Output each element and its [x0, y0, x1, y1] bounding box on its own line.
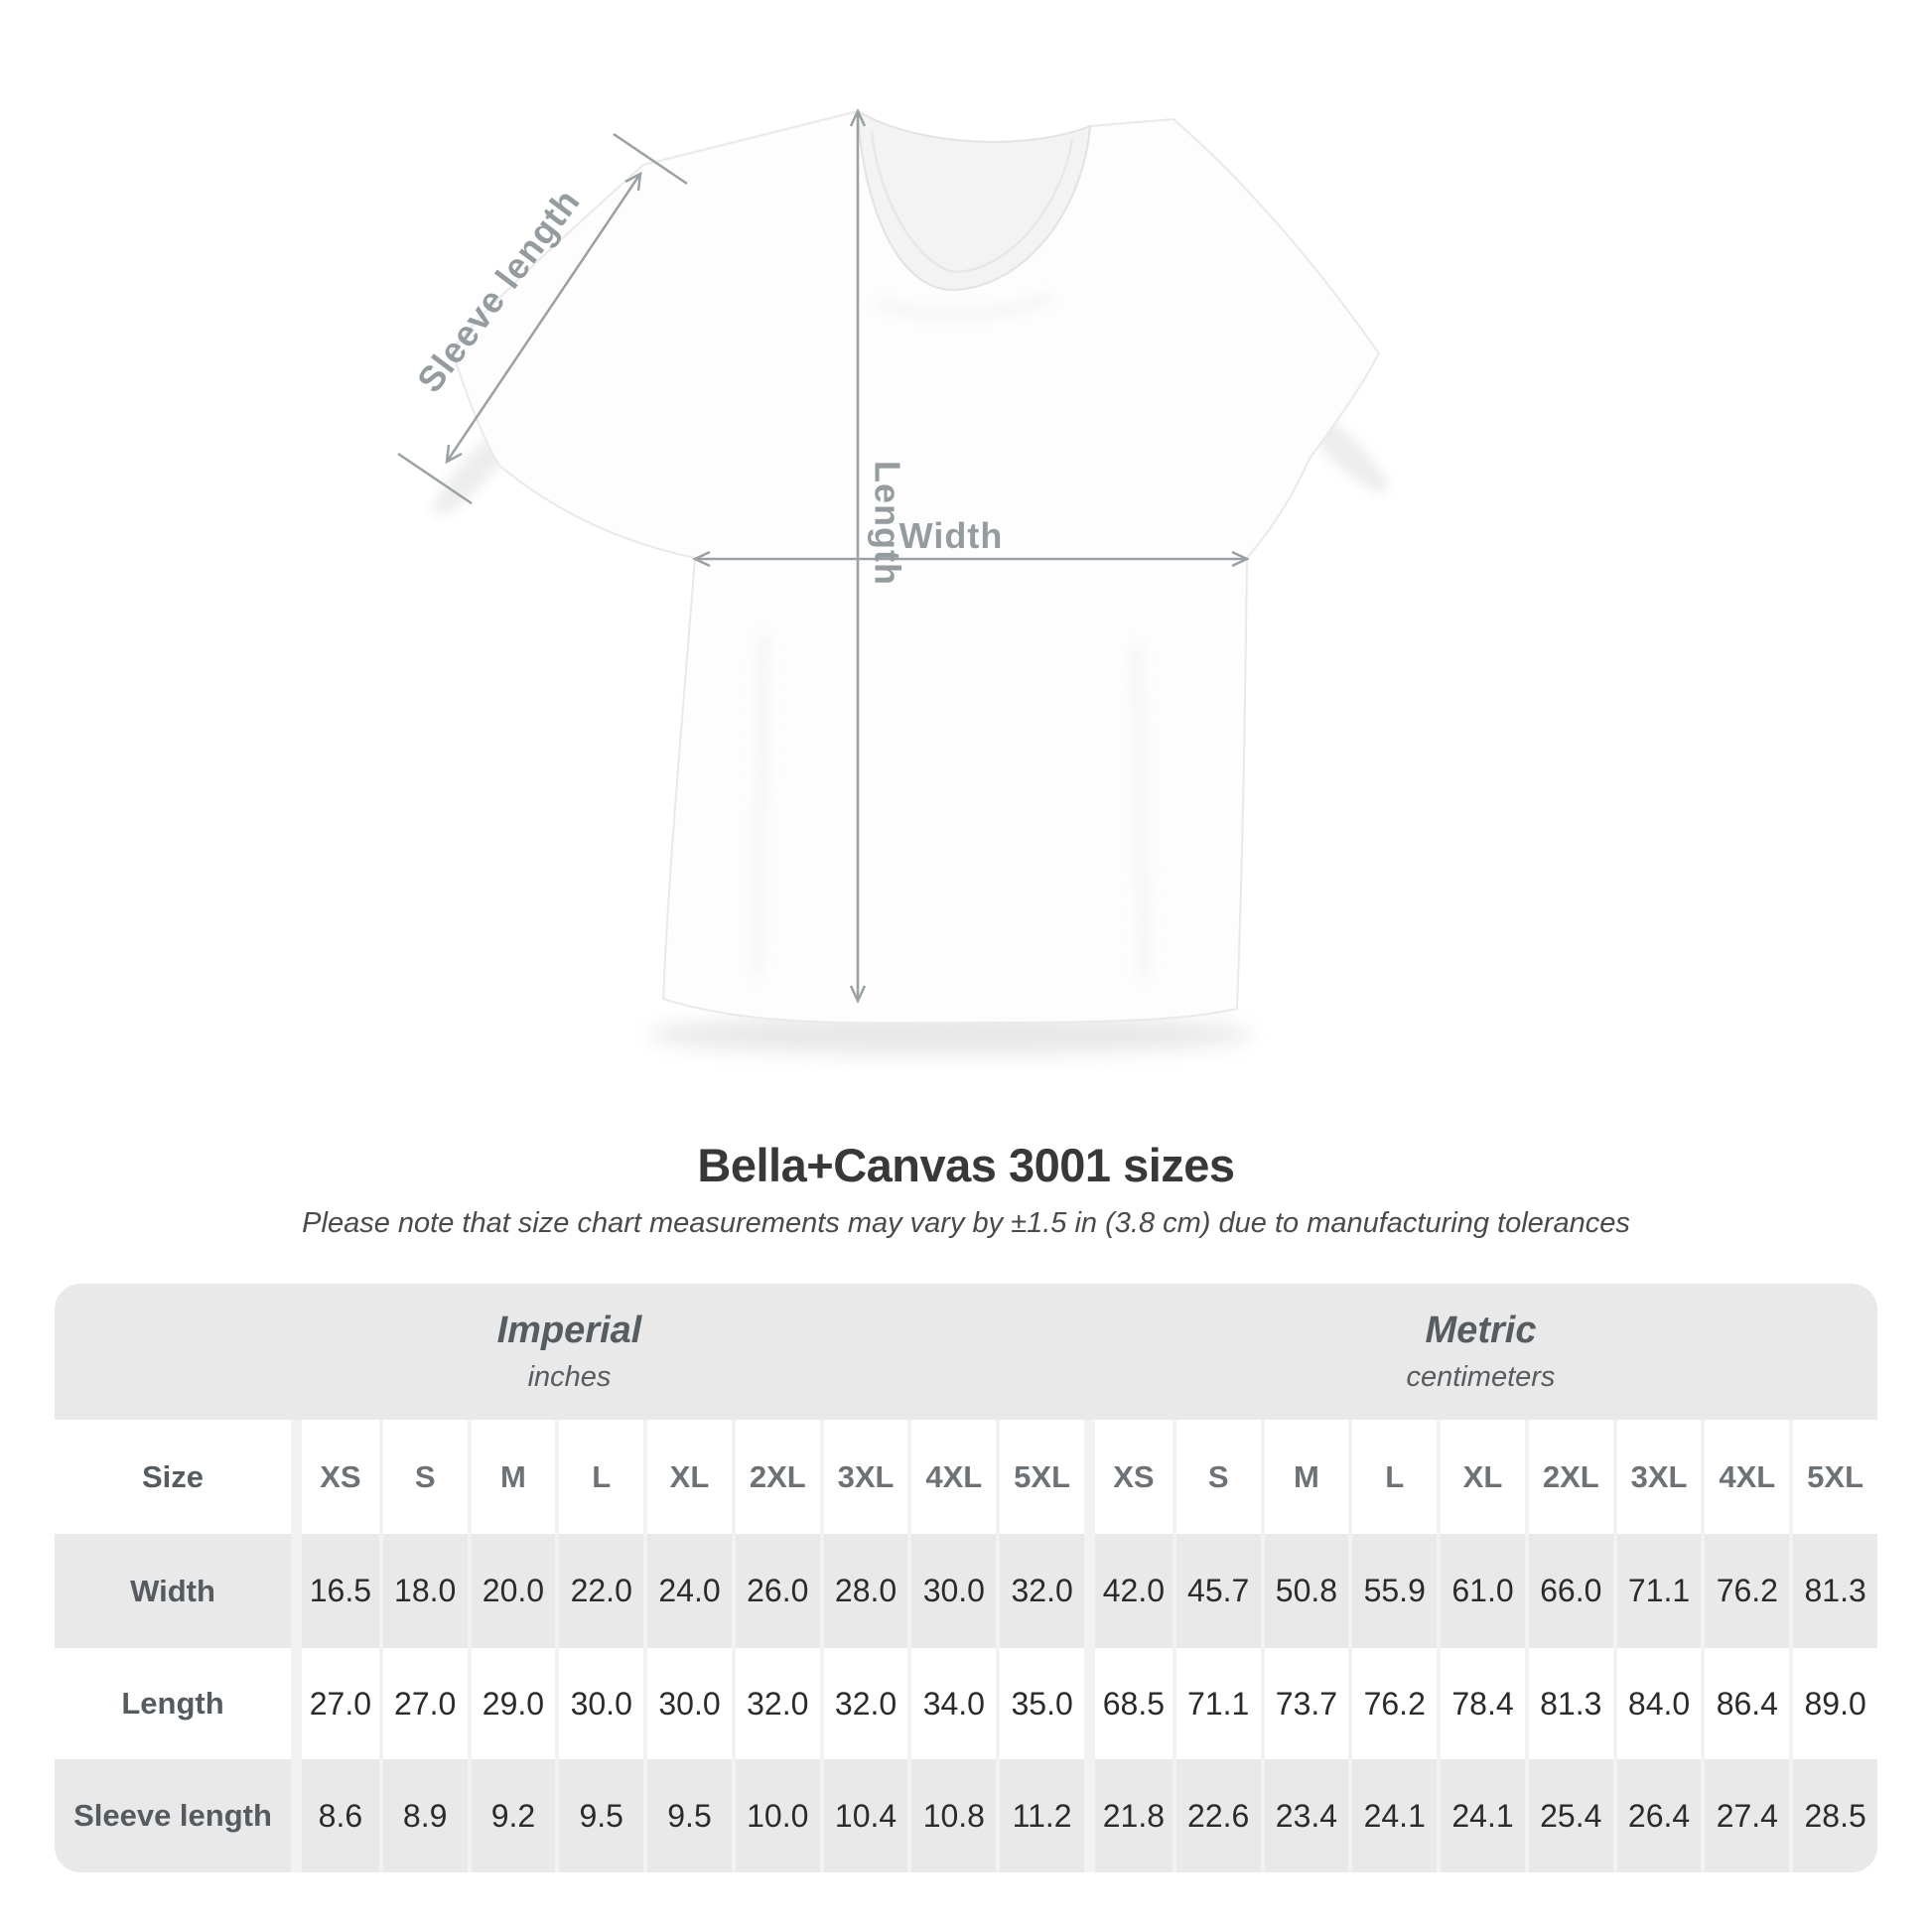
- sleeve-length-label: Sleeve length: [408, 181, 589, 400]
- sleeve-row-label: Sleeve length: [55, 1759, 291, 1872]
- value-cell: 30.0: [643, 1648, 732, 1759]
- size-header-cell: L: [555, 1420, 643, 1534]
- value-cell: 42.0: [1084, 1534, 1173, 1648]
- size-header-cell: 3XL: [1613, 1420, 1702, 1534]
- value-cell: 45.7: [1173, 1534, 1261, 1648]
- value-cell: 55.9: [1348, 1534, 1437, 1648]
- size-header-cell: XL: [643, 1420, 732, 1534]
- value-cell: 66.0: [1525, 1534, 1613, 1648]
- value-cell: 22.6: [1173, 1759, 1261, 1872]
- size-header-cell: S: [379, 1420, 468, 1534]
- value-cell: 24.1: [1437, 1759, 1525, 1872]
- value-cell: 61.0: [1437, 1534, 1525, 1648]
- size-header-cell: XL: [1437, 1420, 1525, 1534]
- size-header-cell: 4XL: [907, 1420, 996, 1534]
- value-cell: 27.0: [379, 1648, 468, 1759]
- value-cell: 73.7: [1261, 1648, 1349, 1759]
- value-cell: 30.0: [555, 1648, 643, 1759]
- tolerance-note: Please note that size chart measurements may vary by ±1.5 in (3.8 cm) due to manufacturing tolerances: [302, 1207, 1630, 1239]
- size-header-cell: S: [1173, 1420, 1261, 1534]
- value-cell: 20.0: [468, 1534, 556, 1648]
- value-cell: 10.8: [907, 1759, 996, 1872]
- value-cell: 76.2: [1701, 1534, 1789, 1648]
- width-label: Width: [898, 515, 1004, 556]
- value-cell: 86.4: [1701, 1648, 1789, 1759]
- value-cell: 76.2: [1348, 1648, 1437, 1759]
- value-cell: 9.5: [555, 1759, 643, 1872]
- value-cell: 34.0: [907, 1648, 996, 1759]
- value-cell: 32.0: [732, 1648, 820, 1759]
- value-cell: 84.0: [1613, 1648, 1702, 1759]
- size-header-cell: XS: [1084, 1420, 1173, 1534]
- size-header-cell: M: [468, 1420, 556, 1534]
- value-cell: 10.4: [820, 1759, 908, 1872]
- size-header-cell: L: [1348, 1420, 1437, 1534]
- value-cell: 18.0: [379, 1534, 468, 1648]
- value-cell: 16.5: [291, 1534, 379, 1648]
- value-cell: 35.0: [996, 1648, 1084, 1759]
- size-header-cell: 2XL: [732, 1420, 820, 1534]
- length-row-label: Length: [55, 1648, 291, 1759]
- value-cell: 26.0: [732, 1534, 820, 1648]
- value-cell: 50.8: [1261, 1534, 1349, 1648]
- value-cell: 10.0: [732, 1759, 820, 1872]
- value-cell: 32.0: [820, 1648, 908, 1759]
- value-cell: 28.0: [820, 1534, 908, 1648]
- value-cell: 24.1: [1348, 1759, 1437, 1872]
- size-header-cell: 5XL: [996, 1420, 1084, 1534]
- value-cell: 8.9: [379, 1759, 468, 1872]
- imperial-header: [55, 1284, 1084, 1420]
- value-cell: 25.4: [1525, 1759, 1613, 1872]
- size-header-cell: M: [1261, 1420, 1349, 1534]
- width-row-label: Width: [55, 1534, 291, 1648]
- value-cell: 9.2: [468, 1759, 556, 1872]
- imperial-title: Imperial: [496, 1310, 642, 1351]
- value-cell: 81.3: [1525, 1648, 1613, 1759]
- value-cell: 27.0: [291, 1648, 379, 1759]
- value-cell: 23.4: [1261, 1759, 1349, 1872]
- size-header-cell: 2XL: [1525, 1420, 1613, 1534]
- metric-subtitle: centimeters: [1406, 1361, 1556, 1393]
- value-cell: 32.0: [996, 1534, 1084, 1648]
- value-cell: 81.3: [1789, 1534, 1877, 1648]
- value-cell: 78.4: [1437, 1648, 1525, 1759]
- value-cell: 22.0: [555, 1534, 643, 1648]
- size-header-cell: 3XL: [820, 1420, 908, 1534]
- value-cell: 8.6: [291, 1759, 379, 1872]
- metric-title: Metric: [1425, 1310, 1537, 1351]
- value-cell: 89.0: [1789, 1648, 1877, 1759]
- size-header-cell: 4XL: [1701, 1420, 1789, 1534]
- value-cell: 28.5: [1789, 1759, 1877, 1872]
- value-cell: 27.4: [1701, 1759, 1789, 1872]
- size-row-label: Size: [55, 1420, 291, 1534]
- value-cell: 9.5: [643, 1759, 732, 1872]
- value-cell: 11.2: [996, 1759, 1084, 1872]
- value-cell: 21.8: [1084, 1759, 1173, 1872]
- length-label: Length: [867, 461, 908, 586]
- value-cell: 71.1: [1613, 1534, 1702, 1648]
- size-table: [55, 1284, 1877, 1872]
- value-cell: 29.0: [468, 1648, 556, 1759]
- page-title: Bella+Canvas 3001 sizes: [697, 1139, 1235, 1191]
- value-cell: 30.0: [907, 1534, 996, 1648]
- value-cell: 68.5: [1084, 1648, 1173, 1759]
- value-cell: 71.1: [1173, 1648, 1261, 1759]
- value-cell: 26.4: [1613, 1759, 1702, 1872]
- metric-header: [1084, 1284, 1877, 1420]
- size-header-cell: XS: [291, 1420, 379, 1534]
- imperial-subtitle: inches: [527, 1361, 612, 1393]
- size-header-cell: 5XL: [1789, 1420, 1877, 1534]
- value-cell: 24.0: [643, 1534, 732, 1648]
